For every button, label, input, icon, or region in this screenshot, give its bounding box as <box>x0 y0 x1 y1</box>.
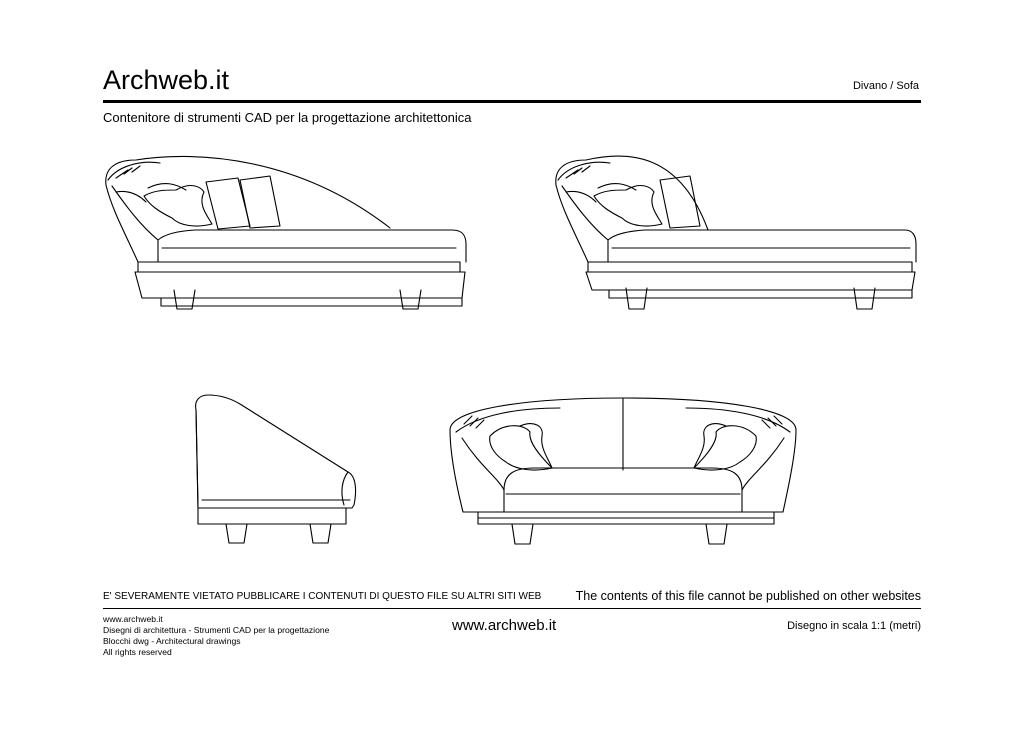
footer-line-website: www.archweb.it <box>103 614 163 624</box>
footer-line-blocchi: Blocchi dwg - Architectural drawings <box>103 636 241 646</box>
drawing-scale: Disegno in scala 1:1 (metri) <box>787 620 921 632</box>
sofa-view-side <box>196 395 356 543</box>
brand-title: Archweb.it <box>103 65 230 95</box>
sofa-view-front <box>450 398 796 544</box>
subtitle: Contenitore di strumenti CAD per la progettazione architettonica <box>103 110 472 125</box>
sofa-view-chaise-right <box>556 156 916 309</box>
category-label: Divano / Sofa <box>852 80 919 92</box>
footer-line-rights: All rights reserved <box>103 647 172 657</box>
sofa-view-chaise-left <box>106 156 466 309</box>
footer-line-disegni: Disegni di architettura - Strumenti CAD per la progettazione <box>103 625 330 635</box>
copyright-notice-english: The contents of this file cannot be published on other websites <box>575 589 921 603</box>
footer-rule <box>103 608 921 609</box>
footer-url[interactable]: www.archweb.it <box>452 617 557 634</box>
copyright-notice-italian: E' SEVERAMENTE VIETATO PUBBLICARE I CONTENUTI DI QUESTO FILE SU ALTRI SITI WEB <box>103 591 542 602</box>
